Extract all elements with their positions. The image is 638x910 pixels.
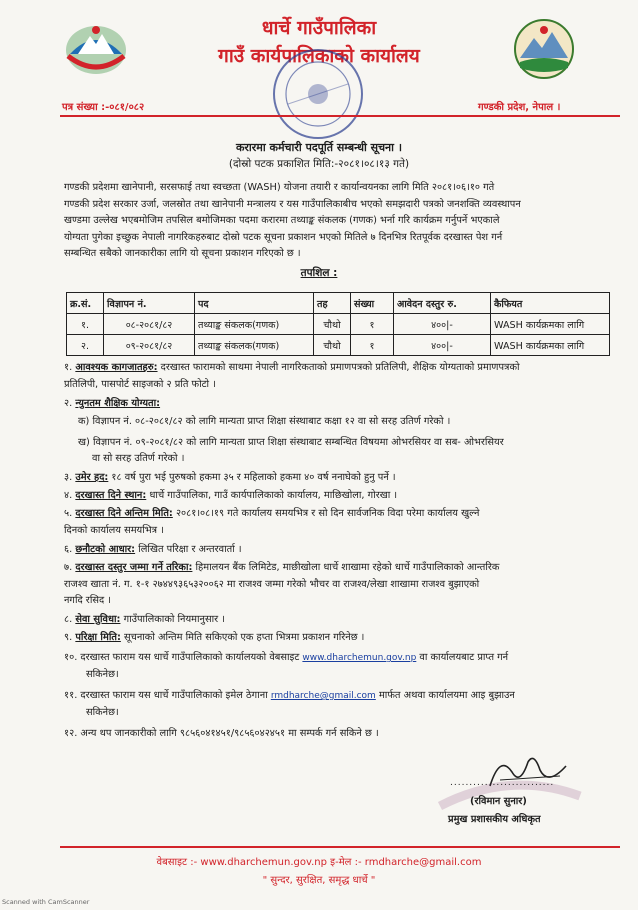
cell-level: चौथो [314, 314, 351, 335]
cell-count: १ [351, 314, 394, 335]
list-item: ८. सेवा सुविधा: गाउँपालिकाको नियमानुसार । [64, 614, 225, 625]
scanner-watermark: Scanned with CamScanner [2, 898, 90, 906]
signatory-name: (रविमान सुनार) [470, 796, 527, 807]
cell-level: चौथो [314, 335, 351, 356]
intro-paragraph [64, 180, 620, 263]
col-post: पद [195, 293, 314, 314]
footer-slogan: " सुन्दर, सुरक्षित, समृद्ध धार्चे " [262, 875, 376, 886]
intro-line: गण्डकी प्रदेशमा खानेपानी, सरसफाई तथा स्वच्छता (WASH) योजना तयारी र कार्यान्वयनका लागि मिति २०८१।०६।१० गते [64, 182, 495, 193]
cell-count: १ [351, 335, 394, 356]
footer-contact: वेबसाइट :- www.dharchemun.gov.np इ-मेल :- rmdharche@gmail.com [156, 857, 482, 868]
cell-remarks: WASH कार्यक्रमका लागि [491, 314, 610, 335]
col-ad-no: विज्ञापन नं. [104, 293, 195, 314]
col-remarks: कैफियत [491, 293, 610, 314]
office-stamp-icon [268, 44, 368, 144]
list-item: ४. दरखास्त दिने स्थान: धार्चे गाउँपालिका, गाउँ कार्यपालिकाको कार्यालय, माछिखोला, गोरखा । [64, 490, 398, 501]
cell-post: तथ्याङ्क संकलक(गणक) [195, 314, 314, 335]
list-item: २. न्युनतम शैक्षिक योग्यता: [64, 398, 161, 409]
notice-subject: करारमा कर्मचारी पदपूर्ति सम्बन्धी सूचना । [235, 141, 403, 154]
municipality-title: धार्चे गाउँपालिका [261, 17, 377, 39]
email-link[interactable]: rmdharche@gmail.com [270, 691, 376, 701]
header-divider [60, 115, 620, 117]
office-title: गाउँ कार्यपालिकाको कार्यालय [218, 45, 420, 67]
cell-sn: २. [67, 335, 104, 356]
intro-line: सम्बन्धित सबैको जानकारीका लागि यो सूचना प्रकाशन गरिएको छ । [64, 248, 301, 259]
cell-fee: ४००|- [394, 314, 491, 335]
list-item: १. आवश्यक कागजातहरु: दरखास्त फारामको साथमा नेपाली नागरिकताको प्रमाणपत्रको प्रतिलिपी, शैक्षिक योग्यताको प्रमाणपत्रको प्रतिलिपी, पासपोर्ट साइजको २ प्रति फोटो । [64, 362, 520, 390]
list-item: ९. परिक्षा मिति: सूचनाको अन्तिम मिति सकिएको एक हप्ता भित्रमा प्रकाशन गरिनेछ । [64, 632, 365, 643]
intro-line: खण्डमा उल्लेख भएबमोजिम तपसिल बमोजिमका पदमा करारमा तथ्याङ्क संकलक (गणक) भर्ना गरि कार्यक्रम गर्नुपर्ने भएकाले [64, 215, 500, 226]
col-level: तह [314, 293, 351, 314]
list-item: ११. दरखास्त फाराम यस धार्चे गाउँपालिकाको इमेल ठेगाना rmdharche@gmail.com मार्फत अथवा कार्यालयमा आइ बुझाउन सकिनेछ। [64, 690, 515, 718]
reference-number: पत्र संख्या :-०८१/०८२ [62, 102, 145, 113]
intro-line: गण्डकी प्रदेश सरकार उर्जा, जलस्रोत तथा खानेपानी मन्त्रालय र यस गाउँपालिकाबीच भएको समझदारी पत्रको जनशक्ति व्यवस्थापन [64, 198, 521, 210]
vacancy-table [66, 292, 610, 356]
cell-post: तथ्याङ्क संकलक(गणक) [195, 335, 314, 356]
cell-fee: ४००|- [394, 335, 491, 356]
list-item: ६. छनौटको आधार: लिखित परिक्षा र अन्तरवार्ता । [64, 544, 242, 555]
list-item: ३. उमेर हद: १८ वर्ष पुरा भई पुरुषको हकमा ३५ र महिलाको हकमा ४० वर्ष ननाघेको हुनु पर्ने । [64, 472, 396, 483]
publication-date: (दोस्रो पटक प्रकाशित मिति:-२०८१।०८।१३ गते) [228, 158, 410, 170]
cell-remarks: WASH कार्यक्रमका लागि [491, 335, 610, 356]
table-header-row [67, 293, 610, 314]
website-link[interactable]: www.dharchemun.gov.np [302, 653, 417, 663]
col-sn: क्र.सं. [67, 293, 104, 314]
list-item: ७. दरखास्त दस्तुर जम्मा गर्ने तरिका: हिमालयन बैंक लिमिटेड, माछीखोला धार्चे शाखामा रहेको धार्चे गाउँपालिकाको आन्तरिक राजश्व खाता नं. ग. १-१ २७४४९३६५३२००६२ मा राजश्व जम्मा गरेको भौचर वा राजश्व/लेखा शाखामा राजश्व बुझाएको नगदि रसिद । [64, 562, 500, 606]
signature-line: ........................... [450, 778, 555, 788]
intro-line: योग्यता पुगेका इच्छुक नेपाली नागरिकहरुबाट दोस्रो पटक सूचना प्रकाशन भएको मितिले ७ दिनभित्र रितपूर्वक दरखास्त पेश गर्न [64, 231, 503, 243]
cell-sn: १. [67, 314, 104, 335]
cell-ad-no: ०८-२०८१/८२ [104, 314, 195, 335]
table-row [67, 314, 610, 335]
footer-divider [60, 846, 620, 848]
list-item: क) विज्ञापन नं. ०८-२०८१/८२ को लागि मान्यता प्राप्त शिक्षा संस्थाबाट कक्षा १२ वा सो सरह उतिर्ण गरेको । ख) विज्ञापन नं. ०९-२०८१/८२ को लागि मान्यता प्राप्त शिक्षा संस्थाबाट सम्बन्धित विषयमा ओभरसियर वा सब- ओभरसियर वा सो सरह उतिर्ण गरेको । [78, 416, 504, 464]
signatory-role: प्रमुख प्रशासकीय अधिकृत [448, 814, 541, 825]
list-item: ५. दरखास्त दिने अन्तिम मिति: २०८१।०८।१९ गते कार्यालय समयभित्र र सो दिन सार्वजनिक विदा परेमा कार्यालय खुल्ने दिनको कार्यालय समयभित्र । [64, 508, 480, 536]
col-fee: आवेदन दस्तुर रु. [394, 293, 491, 314]
detail-heading: तपशिल : [300, 267, 338, 279]
list-item: १०. दरखास्त फाराम यस धार्चे गाउँपालिकाको कार्यालयको वेबसाइट www.dharchemun.gov.np वा कार्यालयबाट प्राप्त गर्न सकिनेछ। [64, 652, 509, 680]
col-count: संख्या [351, 293, 394, 314]
municipality-logo-icon [512, 18, 576, 80]
table-row [67, 335, 610, 356]
list-item: १२. अन्य थप जानकारीको लागि ९८५६०४१४५१/९८५६०४२४५१ मा सम्पर्क गर्न सकिने छ । [64, 728, 379, 739]
province-label: गण्डकी प्रदेश, नेपाल । [478, 102, 561, 113]
cell-ad-no: ०९-२०८१/८२ [104, 335, 195, 356]
